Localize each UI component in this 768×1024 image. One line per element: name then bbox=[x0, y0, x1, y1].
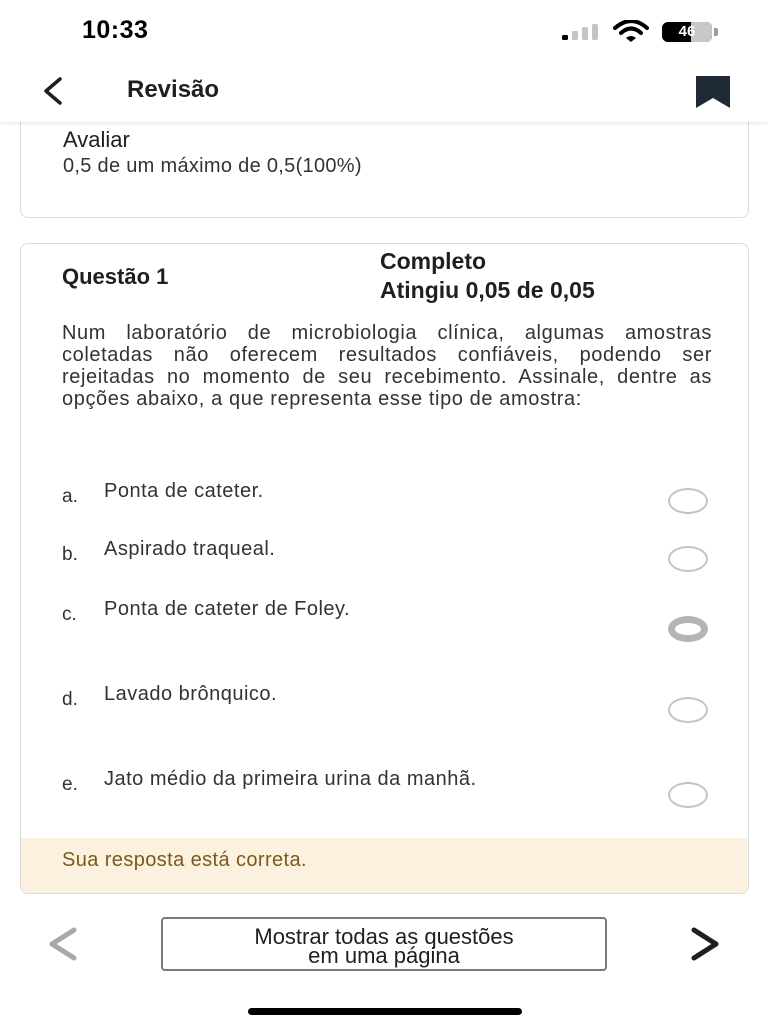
show-all-label-line1: Mostrar todas as questões bbox=[254, 924, 514, 949]
bookmark-icon[interactable] bbox=[694, 74, 732, 110]
page-title: Revisão bbox=[127, 76, 220, 103]
attempt-summary-card bbox=[20, 122, 749, 218]
next-chevron-right-icon[interactable] bbox=[684, 924, 724, 964]
answer-option-a[interactable] bbox=[62, 480, 712, 540]
question-card bbox=[20, 243, 749, 894]
battery-icon bbox=[662, 22, 718, 42]
question-number: Questão 1 bbox=[62, 264, 169, 289]
option-letter: a. bbox=[62, 486, 78, 507]
show-all-questions-button[interactable] bbox=[161, 917, 607, 971]
question-grade: Atingiu 0,05 de 0,05 bbox=[380, 277, 595, 303]
signal-icon bbox=[562, 24, 602, 40]
review-content[interactable] bbox=[0, 122, 768, 908]
previous-chevron-left-icon[interactable] bbox=[44, 924, 84, 964]
radio-button[interactable] bbox=[668, 546, 708, 572]
answer-option-e[interactable] bbox=[62, 768, 712, 828]
bottom-navigation bbox=[0, 908, 768, 988]
option-letter: b. bbox=[62, 544, 78, 565]
option-text: Ponta de cateter de Foley. bbox=[104, 598, 351, 620]
wifi-icon bbox=[613, 20, 649, 42]
feedback-box bbox=[21, 838, 748, 894]
option-letter: d. bbox=[62, 689, 78, 710]
back-chevron-left-icon[interactable] bbox=[36, 73, 72, 109]
feedback-text: Sua resposta está correta. bbox=[62, 849, 307, 871]
answer-option-b[interactable] bbox=[62, 538, 712, 598]
option-text: Jato médio da primeira urina da manhã. bbox=[104, 768, 477, 790]
option-text: Lavado brônquico. bbox=[104, 683, 278, 705]
question-text: Num laboratório de microbiologia clínica, algumas amostras coletadas não oferecem resultados confiáveis, podendo ser rejeitadas no momento de seu recebimento. Assinale, dentre as opções abaixo, a que representa esse tipo de amostra: bbox=[62, 322, 712, 410]
status-time: 10:33 bbox=[82, 16, 149, 44]
app-header bbox=[0, 62, 768, 122]
radio-button[interactable] bbox=[668, 697, 708, 723]
show-all-label-line2: em uma página bbox=[308, 943, 460, 968]
grade-label: Avaliar bbox=[63, 127, 130, 152]
option-letter: c. bbox=[62, 604, 77, 625]
status-bar bbox=[0, 0, 768, 62]
question-status: Completo bbox=[380, 248, 487, 274]
grade-value: 0,5 de um máximo de 0,5(100%) bbox=[63, 155, 362, 177]
radio-button[interactable] bbox=[668, 488, 708, 514]
answer-option-d[interactable] bbox=[62, 683, 712, 743]
answer-option-c[interactable] bbox=[62, 598, 712, 668]
battery-level-text: 46 bbox=[678, 23, 696, 40]
radio-button[interactable] bbox=[668, 782, 708, 808]
radio-button-selected[interactable] bbox=[668, 616, 708, 642]
home-indicator[interactable] bbox=[248, 1008, 522, 1015]
option-text: Aspirado traqueal. bbox=[104, 538, 276, 560]
option-text: Ponta de cateter. bbox=[104, 480, 264, 502]
option-letter: e. bbox=[62, 774, 78, 795]
